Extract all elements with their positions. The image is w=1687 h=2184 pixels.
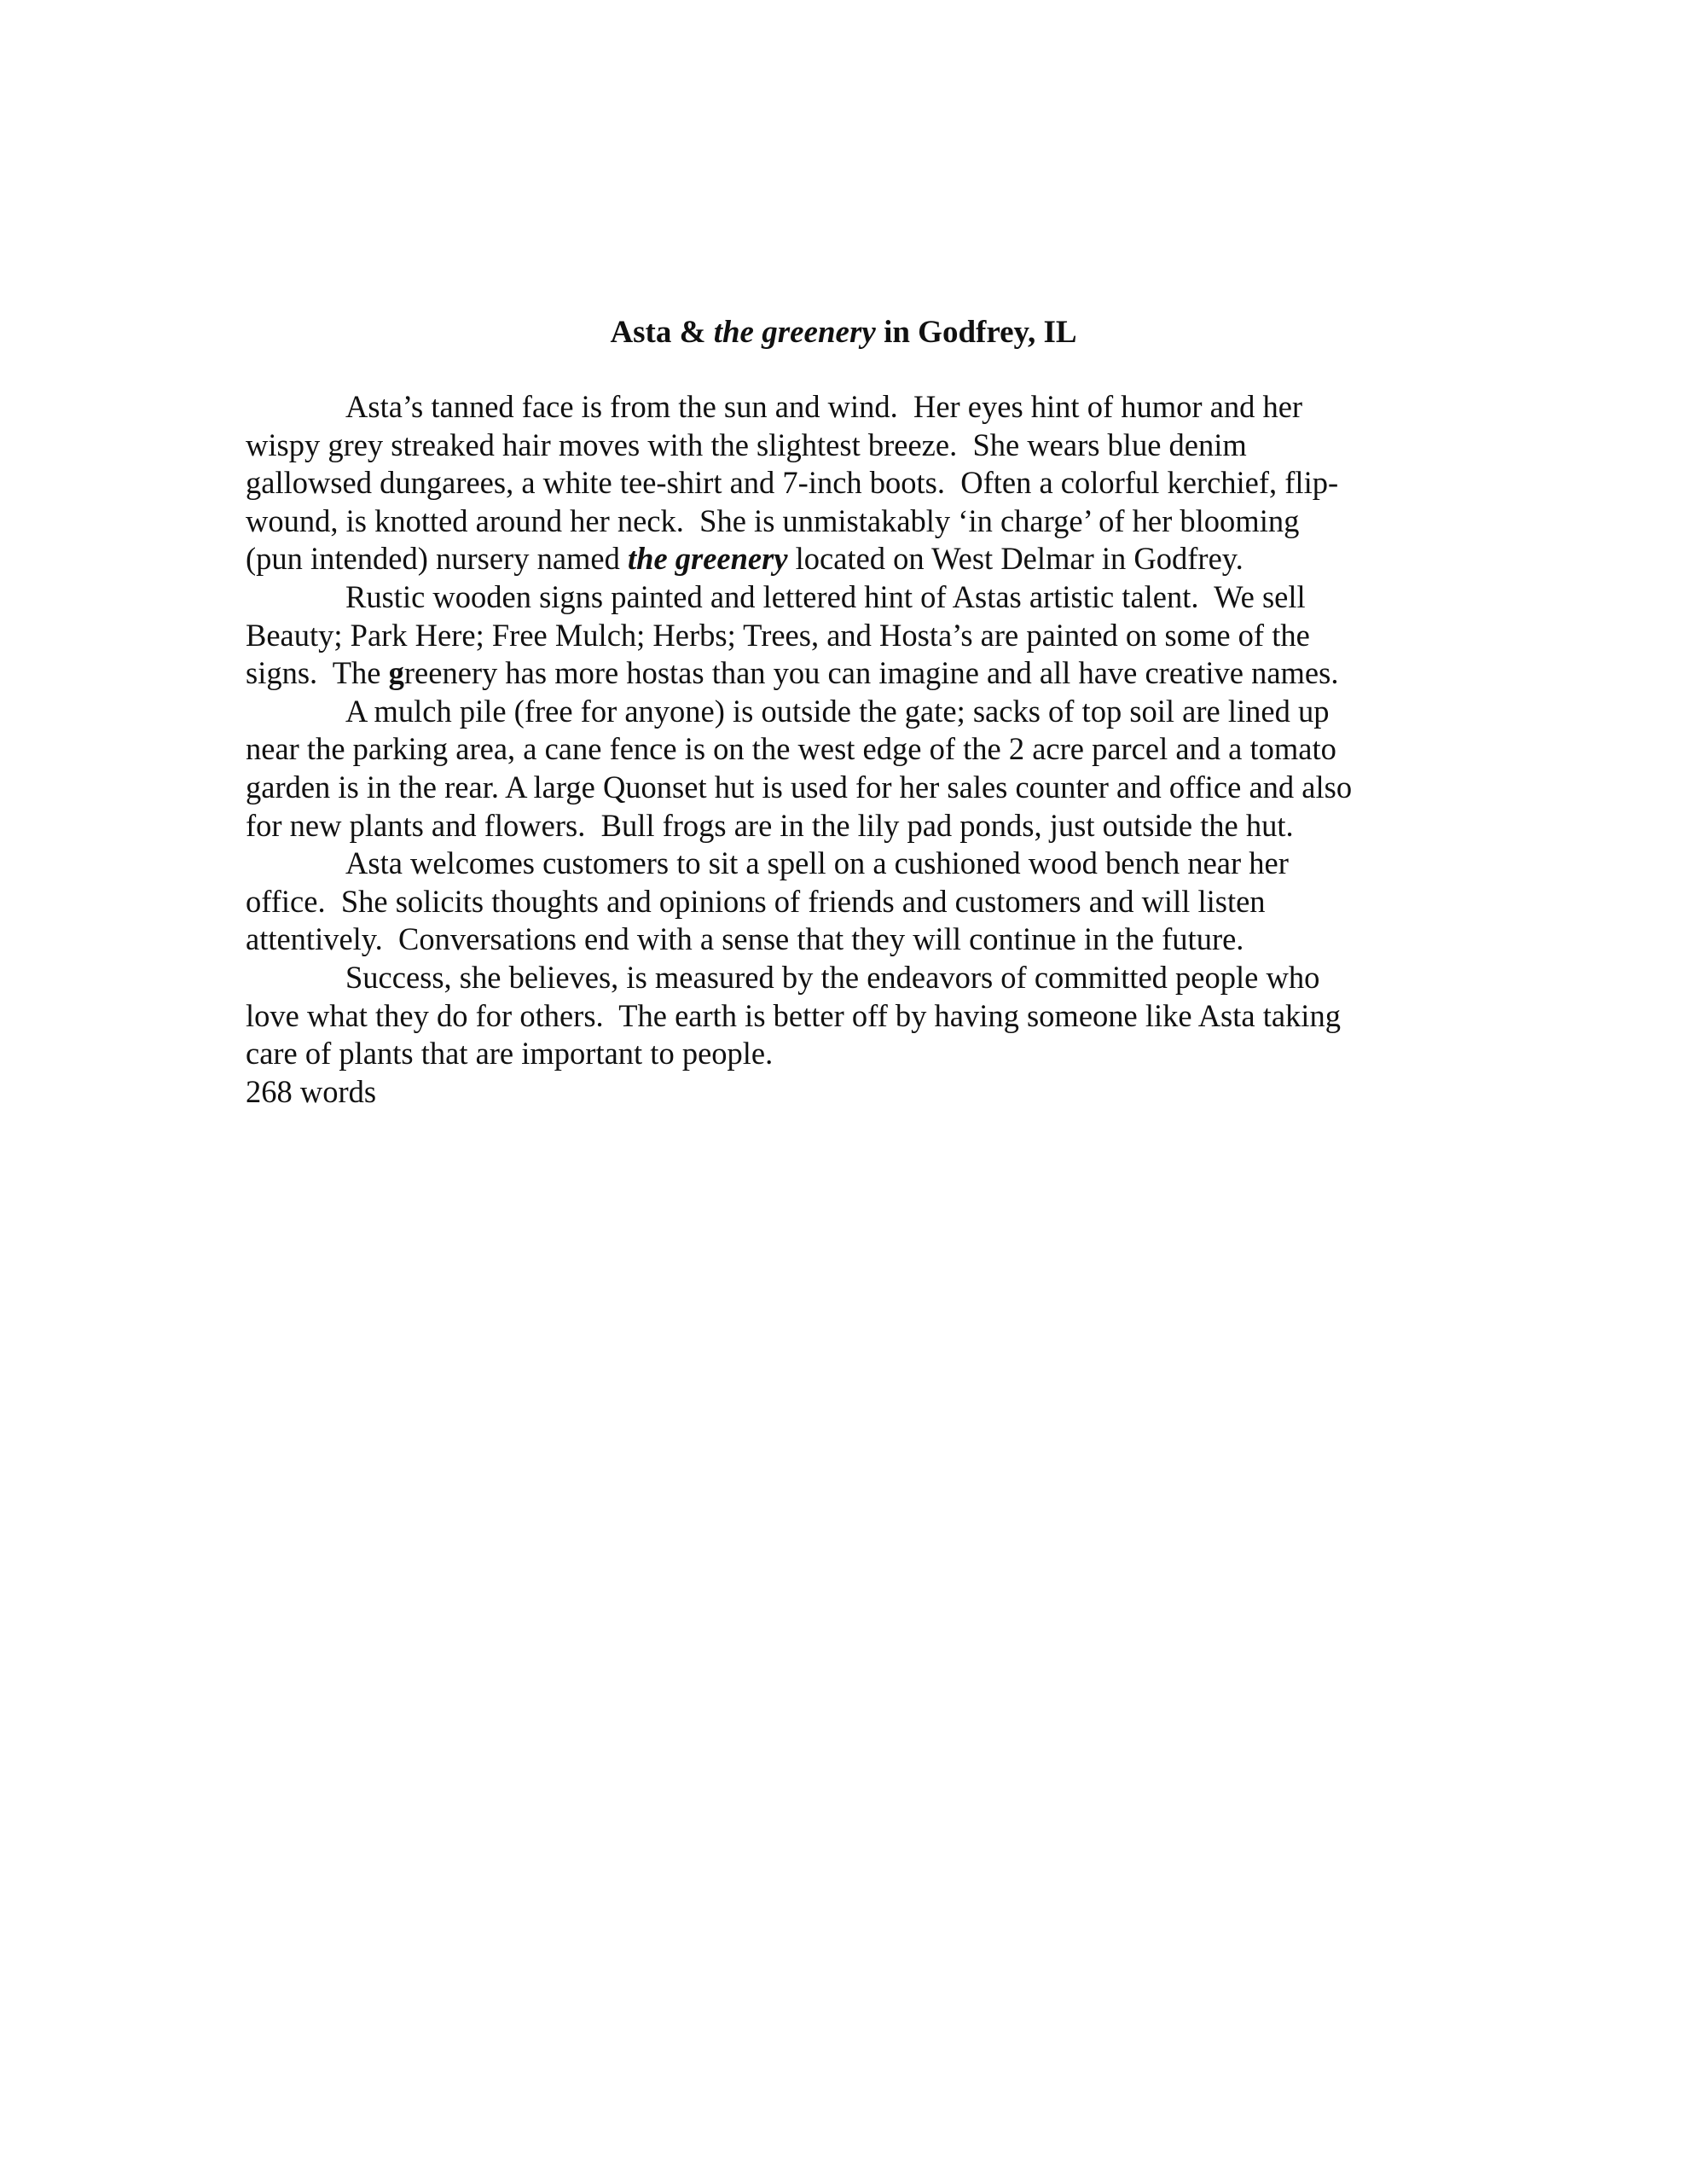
text-line: A mulch pile (free for anyone) is outside the gate; sacks of top soil are lined up (345, 693, 1330, 729)
title-part-3: in Godfrey, IL (875, 315, 1077, 350)
text-line: Rustic wooden signs painted and lettered hint of Astas artistic talent. We sell (345, 578, 1306, 614)
text-segment: located on West Delmar in Godfrey. (787, 541, 1244, 577)
text-line: Success, she believes, is measured by the endeavors of committed people who (345, 959, 1320, 995)
text-line: gallowsed dungarees, a white tee-shirt and 7-inch boots. Often a colorful kerchief, flip- (246, 465, 1339, 501)
text-line (246, 654, 1457, 693)
text-line: Beauty; Park Here; Free Mulch; Herbs; Trees, and Hosta’s are painted on some of the (246, 617, 1310, 653)
text-segment: signs. The (246, 655, 389, 691)
text-line: attentively. Conversations end with a sense that they will continue in the future. (246, 921, 1244, 957)
article-body (246, 388, 1457, 1111)
text-line: Asta welcomes customers to sit a spell on a cushioned wood bench near her (345, 845, 1289, 881)
text-segment: (pun intended) nursery named (246, 541, 628, 577)
bold-letter: g (388, 655, 404, 691)
text-line: care of plants that are important to people. (246, 1036, 774, 1072)
text-line: love what they do for others. The earth is better off by having someone like Asta taking (246, 997, 1341, 1033)
text-line: wound, is knotted around her neck. She is unmistakably ‘in charge’ of her blooming (246, 502, 1300, 538)
word-count: 268 words (246, 1073, 377, 1109)
title-part-1: Asta & (610, 315, 714, 350)
page-title (0, 311, 1687, 354)
text-line (246, 540, 1457, 578)
text-line: office. She solicits thoughts and opinions of friends and customers and will listen (246, 883, 1266, 919)
text-line: wispy grey streaked hair moves with the slightest breeze. She wears blue denim (246, 427, 1247, 462)
text-line: for new plants and flowers. Bull frogs are in the lily pad ponds, just outside the hut. (246, 807, 1294, 843)
text-line: near the parking area, a cane fence is on the west edge of the 2 acre parcel and a tomato (246, 731, 1336, 767)
text-line: Asta’s tanned face is from the sun and wind. Her eyes hint of humor and her (345, 389, 1303, 424)
title-part-2-italic: the greenery (713, 315, 876, 350)
emphasized-business-name: the greenery (628, 541, 788, 577)
text-line: garden is in the rear. A large Quonset hut is used for her sales counter and office and also (246, 769, 1353, 804)
text-segment: reenery has more hostas than you can imagine and all have creative names. (403, 655, 1339, 691)
